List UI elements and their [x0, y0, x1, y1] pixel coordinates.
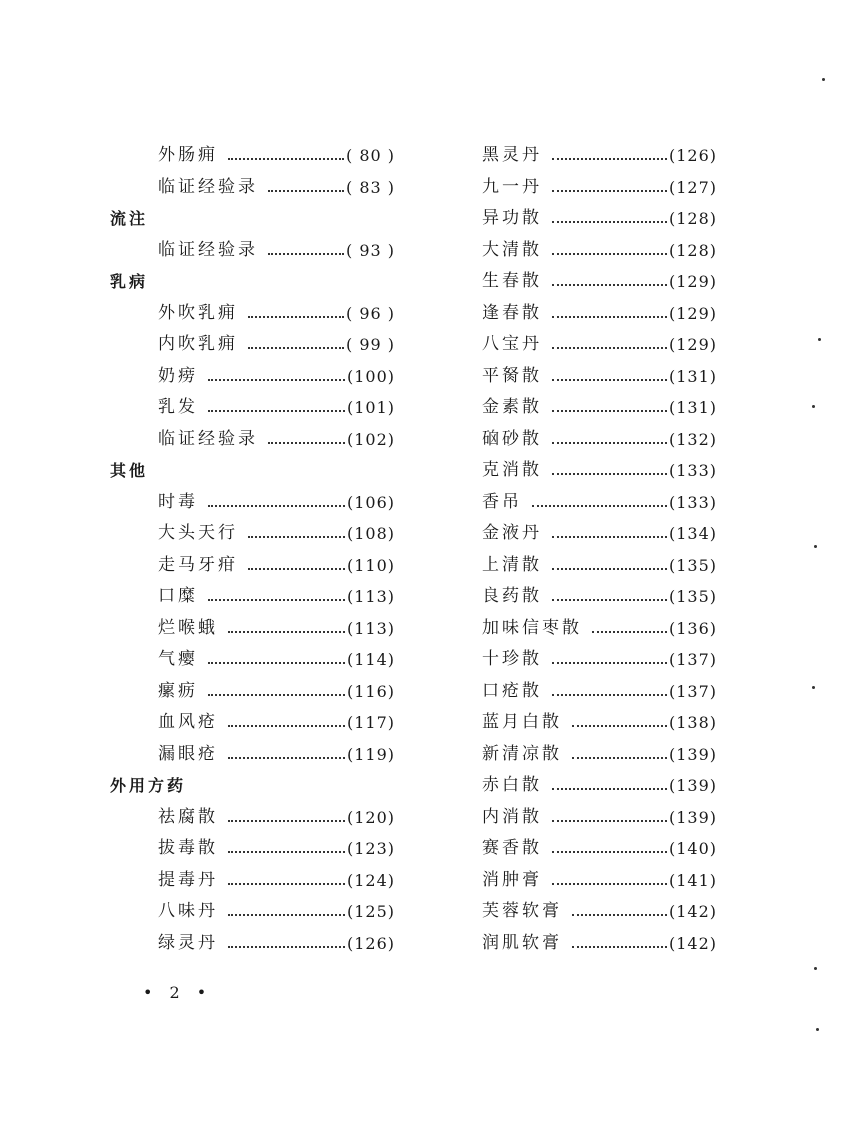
entry-title: 润肌软膏: [482, 932, 562, 953]
entry-title: 提毒丹: [158, 869, 218, 890]
toc-entry: [482, 896, 717, 928]
dot-leader: [552, 220, 667, 223]
entry-page-number: (131): [668, 366, 717, 386]
entry-page-number: (139): [668, 776, 717, 795]
toc-entry: [482, 298, 717, 330]
dot-leader: [552, 441, 667, 444]
toc-entry: [482, 550, 717, 582]
entry-page-number: (126): [346, 933, 395, 953]
toc-entry: [482, 424, 717, 456]
dot-leader: [228, 882, 345, 885]
toc-entry: [482, 487, 717, 519]
dot-leader: [228, 724, 345, 727]
toc-entry: [110, 833, 395, 865]
dot-leader: [552, 787, 667, 790]
dot-leader: [552, 252, 667, 255]
toc-entry: [482, 392, 717, 424]
dot-leader: [552, 850, 667, 853]
entry-page-number: (125): [346, 902, 395, 921]
toc-entry: [110, 613, 395, 645]
dot-leader: [552, 567, 667, 570]
entry-page-number: (135): [668, 587, 717, 606]
entry-page-number: (141): [668, 870, 717, 890]
entry-page-number: (128): [668, 240, 717, 260]
dot-leader: [248, 315, 344, 318]
toc-entry: [482, 361, 717, 393]
entry-page-number: (132): [668, 429, 717, 449]
toc-entry: [110, 518, 395, 550]
toc-entry: [482, 581, 717, 613]
scan-speck: [814, 545, 817, 548]
entry-title: 逢春散: [482, 302, 542, 323]
toc-entry: [110, 329, 395, 361]
entry-page-number: (140): [668, 839, 717, 858]
entry-page-number: (138): [668, 713, 717, 732]
toc-entry: [482, 707, 717, 739]
dot-leader: [552, 598, 667, 601]
dot-leader: [208, 693, 345, 696]
toc-entry: [482, 833, 717, 865]
dot-leader: [552, 346, 667, 349]
section-title: 其他: [110, 461, 149, 480]
entry-title: 八味丹: [158, 901, 218, 921]
dot-leader: [552, 189, 667, 192]
entry-title: 临证经验录: [158, 239, 258, 260]
entry-title: 外吹乳痈: [158, 302, 238, 323]
toc-entry: [482, 928, 717, 960]
toc-entry: [482, 739, 717, 771]
entry-title: 芙蓉软膏: [482, 901, 562, 921]
dot-leader: [208, 378, 345, 381]
entry-page-number: (129): [668, 272, 717, 291]
entry-page-number: (136): [668, 618, 717, 638]
entry-page-number: (114): [346, 650, 395, 669]
section-title: 乳病: [110, 272, 149, 291]
entry-title: 生春散: [482, 271, 542, 291]
scan-speck: [812, 686, 815, 689]
entry-page-number: (108): [346, 524, 395, 543]
toc-entry: [110, 424, 395, 456]
entry-page-number: (117): [346, 713, 395, 732]
entry-title: 临证经验录: [158, 428, 258, 449]
toc-entry: [110, 865, 395, 897]
scan-speck: [818, 338, 821, 341]
dot-leader: [552, 409, 667, 412]
toc-section-heading: [110, 770, 395, 802]
toc-entry: [482, 676, 717, 708]
dot-leader: [552, 882, 667, 885]
dot-leader: [572, 913, 667, 916]
entry-title: 香吊: [482, 491, 522, 512]
entry-title: 漏眼疮: [158, 743, 218, 764]
entry-page-number: (106): [346, 492, 395, 512]
entry-page-number: (120): [346, 807, 395, 827]
toc-section-heading: [110, 455, 395, 487]
dot-leader: [268, 252, 344, 255]
dot-leader: [208, 598, 345, 601]
entry-title: 走马牙疳: [158, 554, 238, 575]
toc-section-heading: [110, 203, 395, 235]
dot-leader: [552, 472, 667, 475]
toc-entry: [482, 235, 717, 267]
dot-leader: [572, 945, 667, 948]
dot-leader: [248, 535, 345, 538]
dot-leader: [572, 724, 667, 727]
entry-page-number: (126): [668, 146, 717, 165]
toc-entry: [110, 361, 395, 393]
entry-title: 九一丹: [482, 176, 542, 197]
toc-entry: [110, 487, 395, 519]
toc-entry: [110, 235, 395, 267]
entry-page-number: (116): [346, 681, 395, 701]
entry-page-number: (134): [668, 524, 717, 543]
entry-title: 口疮散: [482, 680, 542, 701]
entry-title: 消肿膏: [482, 869, 542, 890]
toc-entry: [110, 140, 395, 172]
entry-page-number: ( 96 ): [345, 303, 395, 323]
entry-title: 奶痨: [158, 365, 198, 386]
entry-title: 大清散: [482, 239, 542, 260]
entry-title: 黑灵丹: [482, 145, 542, 165]
entry-page-number: (139): [668, 744, 717, 764]
entry-page-number: ( 93 ): [345, 240, 395, 260]
toc-entry: [482, 455, 717, 487]
section-title: 流注: [110, 209, 149, 228]
entry-title: 赤白散: [482, 775, 542, 795]
dot-leader: [572, 756, 667, 759]
entry-page-number: (137): [668, 650, 717, 669]
dot-leader: [228, 756, 345, 759]
toc-entry: [110, 928, 395, 960]
entry-title: 金液丹: [482, 523, 542, 543]
entry-title: 外肠痈: [158, 145, 218, 165]
toc-entry: [110, 172, 395, 204]
entry-page-number: ( 80 ): [345, 146, 395, 165]
toc-entry: [110, 707, 395, 739]
toc-entry: [482, 865, 717, 897]
dot-leader: [208, 504, 345, 507]
toc-entry: [482, 644, 717, 676]
dot-leader: [552, 535, 667, 538]
toc-entry: [482, 203, 717, 235]
entry-page-number: (113): [346, 587, 395, 606]
toc-entry: [110, 392, 395, 424]
section-title: 外用方药: [110, 776, 187, 795]
dot-leader: [228, 913, 345, 916]
entry-title: 血风疮: [158, 712, 218, 732]
entry-title: 大头天行: [158, 523, 238, 543]
entry-page-number: (124): [346, 870, 395, 890]
entry-title: 绿灵丹: [158, 932, 218, 953]
dot-leader: [552, 693, 667, 696]
toc-entry: [110, 644, 395, 676]
entry-title: 瘰疬: [158, 680, 198, 701]
entry-title: 拔毒散: [158, 838, 218, 858]
entry-title: 口糜: [158, 586, 198, 606]
toc-entry: [110, 739, 395, 771]
page-number: • 2 •: [143, 983, 213, 1002]
entry-page-number: (123): [346, 839, 395, 858]
entry-title: 祛腐散: [158, 806, 218, 827]
entry-title: 上清散: [482, 554, 542, 575]
dot-leader: [552, 819, 667, 822]
toc-entry: [482, 770, 717, 802]
entry-title: 金素散: [482, 397, 542, 417]
toc-left-column: [110, 140, 395, 959]
entry-page-number: (139): [668, 807, 717, 827]
entry-title: 临证经验录: [158, 176, 258, 197]
entry-page-number: (100): [346, 366, 395, 386]
entry-page-number: (119): [346, 744, 395, 764]
entry-title: 异功散: [482, 208, 542, 228]
dot-leader: [228, 945, 345, 948]
entry-page-number: (102): [346, 429, 395, 449]
toc-entry: [110, 676, 395, 708]
entry-page-number: (129): [668, 335, 717, 354]
toc-section-heading: [110, 266, 395, 298]
dot-leader: [228, 819, 345, 822]
entry-page-number: (133): [668, 492, 717, 512]
entry-title: 内吹乳痈: [158, 334, 238, 354]
entry-title: 气瘿: [158, 649, 198, 669]
toc-entry: [110, 298, 395, 330]
dot-leader: [552, 283, 667, 286]
entry-page-number: (131): [668, 398, 717, 417]
toc-entry: [482, 802, 717, 834]
entry-title: 内消散: [482, 806, 542, 827]
entry-page-number: (142): [668, 902, 717, 921]
toc-entry: [110, 550, 395, 582]
entry-page-number: (101): [346, 398, 395, 417]
dot-leader: [268, 189, 344, 192]
dot-leader: [552, 378, 667, 381]
dot-leader: [228, 630, 345, 633]
entry-page-number: ( 99 ): [345, 335, 395, 354]
toc-entry: [482, 172, 717, 204]
entry-title: 硇砂散: [482, 428, 542, 449]
entry-page-number: (110): [346, 555, 395, 575]
entry-title: 蓝月白散: [482, 712, 562, 732]
dot-leader: [208, 661, 345, 664]
entry-title: 新清凉散: [482, 743, 562, 764]
scan-speck: [816, 1028, 819, 1031]
entry-page-number: (128): [668, 209, 717, 228]
entry-page-number: ( 83 ): [345, 177, 395, 197]
dot-leader: [552, 157, 667, 160]
scan-speck: [814, 967, 817, 970]
dot-leader: [592, 630, 667, 633]
toc-entry: [482, 613, 717, 645]
scan-speck: [822, 78, 825, 81]
dot-leader: [532, 504, 667, 507]
entry-title: 加味信枣散: [482, 617, 582, 638]
dot-leader: [248, 346, 344, 349]
dot-leader: [268, 441, 345, 444]
entry-title: 八宝丹: [482, 334, 542, 354]
toc-entry: [110, 802, 395, 834]
entry-title: 十珍散: [482, 649, 542, 669]
entry-page-number: (133): [668, 461, 717, 480]
dot-leader: [208, 409, 345, 412]
toc-right-column: [482, 140, 717, 959]
entry-title: 时毒: [158, 491, 198, 512]
entry-page-number: (135): [668, 555, 717, 575]
entry-page-number: (142): [668, 933, 717, 953]
toc-entry: [110, 581, 395, 613]
toc-entry: [482, 329, 717, 361]
entry-title: 良药散: [482, 586, 542, 606]
entry-title: 平胬散: [482, 365, 542, 386]
entry-title: 乳发: [158, 397, 198, 417]
dot-leader: [552, 315, 667, 318]
dot-leader: [228, 850, 345, 853]
dot-leader: [248, 567, 345, 570]
scan-speck: [812, 405, 815, 408]
entry-title: 克消散: [482, 460, 542, 480]
entry-page-number: (113): [346, 618, 395, 638]
toc-entry: [482, 518, 717, 550]
toc-entry: [482, 140, 717, 172]
toc-entry: [110, 896, 395, 928]
dot-leader: [552, 661, 667, 664]
entry-title: 烂喉蛾: [158, 617, 218, 638]
entry-page-number: (127): [668, 177, 717, 197]
entry-page-number: (137): [668, 681, 717, 701]
entry-page-number: (129): [668, 303, 717, 323]
toc-entry: [482, 266, 717, 298]
entry-title: 赛香散: [482, 838, 542, 858]
dot-leader: [228, 157, 344, 160]
